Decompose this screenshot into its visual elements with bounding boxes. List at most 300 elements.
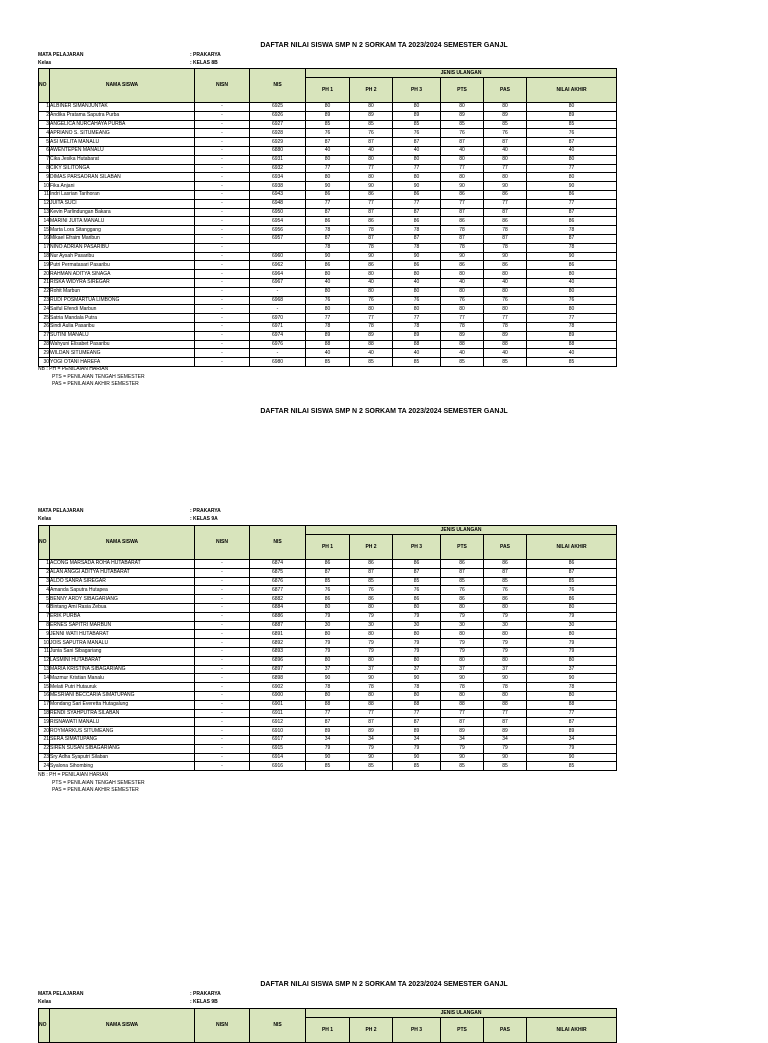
cell-ph1: 89: [306, 727, 350, 736]
cell-ph1: 78: [306, 683, 350, 692]
cell-pas: 80: [484, 173, 527, 182]
cell-ph3: 76: [393, 586, 441, 595]
mapel-value: : PRAKARYA: [190, 991, 221, 997]
cell-pas: 40: [484, 146, 527, 155]
cell-nilai-akhir: 80: [527, 155, 617, 164]
cell-nis: 6932: [250, 164, 306, 173]
table-row: [39, 111, 617, 120]
cell-pts: 90: [441, 252, 484, 261]
cell-nilai-akhir: 40: [527, 146, 617, 155]
cell-nilai-akhir: 80: [527, 630, 617, 639]
cell-pas: 77: [484, 709, 527, 718]
cell-ph1: 90: [306, 753, 350, 762]
cell-pts: 80: [441, 173, 484, 182]
cell-nisn: -: [195, 243, 250, 252]
cell-nisn: -: [195, 349, 250, 358]
cell-nis: 6897: [250, 665, 306, 674]
sheet-meta: [38, 990, 221, 1006]
cell-nama: MESRIANI BECCARIA SIMATUPANG: [50, 691, 195, 700]
cell-nama: Syalona Sihombing: [50, 762, 195, 771]
cell-nisn: -: [195, 762, 250, 771]
cell-nilai-akhir: 90: [527, 182, 617, 191]
cell-ph3: 88: [393, 340, 441, 349]
cell-ph3: 77: [393, 164, 441, 173]
kelas-value: : KELAS 8B: [190, 60, 218, 66]
table-row: [39, 656, 617, 665]
cell-ph2: 85: [350, 577, 393, 586]
cell-ph2: 78: [350, 226, 393, 235]
cell-no: 30: [39, 358, 50, 367]
cell-nisn: -: [195, 322, 250, 331]
cell-no: 3: [39, 120, 50, 129]
cell-ph3: 76: [393, 129, 441, 138]
cell-ph1: 40: [306, 349, 350, 358]
cell-nama: APRIANO S. SITUMEANG: [50, 129, 195, 138]
cell-nisn: -: [195, 621, 250, 630]
cell-no: 11: [39, 647, 50, 656]
cell-ph2: 87: [350, 234, 393, 243]
cell-nilai-akhir: 79: [527, 744, 617, 753]
cell-ph1: 85: [306, 358, 350, 367]
cell-ph2: 89: [350, 111, 393, 120]
cell-ph3: 79: [393, 744, 441, 753]
cell-pas: 77: [484, 164, 527, 173]
cell-ph1: 80: [306, 691, 350, 700]
cell-no: 4: [39, 129, 50, 138]
cell-ph2: 87: [350, 718, 393, 727]
note-ph: NB : PH = PENILAIAN HARIAN: [38, 772, 109, 778]
cell-nis: -: [250, 287, 306, 296]
cell-nisn: -: [195, 735, 250, 744]
mapel-row: [38, 51, 221, 59]
table-row: [39, 270, 617, 279]
cell-no: 3: [39, 577, 50, 586]
cell-ph3: 88: [393, 700, 441, 709]
cell-no: 19: [39, 718, 50, 727]
cell-ph3: 90: [393, 182, 441, 191]
cell-ph1: 77: [306, 164, 350, 173]
cell-ph2: 90: [350, 674, 393, 683]
header-pas: PAS: [484, 78, 527, 103]
cell-no: 18: [39, 709, 50, 718]
sheet-meta: [38, 51, 221, 67]
header-no: NO: [39, 69, 50, 103]
cell-nisn: -: [195, 568, 250, 577]
cell-pts: 80: [441, 630, 484, 639]
cell-ph1: 80: [306, 603, 350, 612]
cell-pas: 76: [484, 129, 527, 138]
cell-no: 12: [39, 199, 50, 208]
table-row: [39, 190, 617, 199]
cell-nama: LASMINI HUTABARAT: [50, 656, 195, 665]
cell-nisn: -: [195, 612, 250, 621]
cell-ph3: 86: [393, 217, 441, 226]
cell-pas: 37: [484, 665, 527, 674]
cell-nama: Mazmur Kristian Manalu: [50, 674, 195, 683]
cell-ph1: 87: [306, 138, 350, 147]
cell-no: 16: [39, 234, 50, 243]
cell-ph2: 85: [350, 120, 393, 129]
cell-pts: 80: [441, 691, 484, 700]
table-row: [39, 630, 617, 639]
note-ph: NB : PH = PENILAIAN HARIAN: [38, 366, 109, 372]
cell-ph3: 89: [393, 111, 441, 120]
cell-pts: 85: [441, 120, 484, 129]
cell-ph2: 90: [350, 182, 393, 191]
cell-nama: Amanda Saputra Hutapea: [50, 586, 195, 595]
cell-pts: 86: [441, 217, 484, 226]
cell-nilai-akhir: 78: [527, 322, 617, 331]
cell-ph3: 90: [393, 753, 441, 762]
sheet-meta: [38, 507, 221, 523]
table-row: [39, 138, 617, 147]
cell-ph1: 80: [306, 305, 350, 314]
cell-ph2: 85: [350, 762, 393, 771]
cell-nisn: -: [195, 217, 250, 226]
cell-ph1: 80: [306, 155, 350, 164]
cell-pas: 80: [484, 603, 527, 612]
cell-nilai-akhir: 89: [527, 331, 617, 340]
cell-ph2: 78: [350, 243, 393, 252]
cell-ph1: 78: [306, 243, 350, 252]
cell-ph3: 80: [393, 656, 441, 665]
mapel-label: MATA PELAJARAN: [38, 991, 84, 997]
cell-pas: 87: [484, 234, 527, 243]
cell-no: 9: [39, 173, 50, 182]
cell-nilai-akhir: 77: [527, 164, 617, 173]
cell-nama: Satria Mandala Putra: [50, 314, 195, 323]
cell-pas: 76: [484, 586, 527, 595]
table-row: [39, 560, 617, 569]
cell-nis: 6901: [250, 700, 306, 709]
cell-ph2: 86: [350, 560, 393, 569]
cell-ph2: 37: [350, 665, 393, 674]
cell-ph2: 80: [350, 173, 393, 182]
header-nilai-akhir: NILAI AKHIR: [527, 78, 617, 103]
cell-ph2: 80: [350, 691, 393, 700]
cell-pts: 78: [441, 683, 484, 692]
cell-pts: 40: [441, 146, 484, 155]
cell-nilai-akhir: 87: [527, 234, 617, 243]
cell-ph1: 77: [306, 199, 350, 208]
cell-nama: Indri Lasrian Tarihoran: [50, 190, 195, 199]
cell-no: 13: [39, 208, 50, 217]
cell-nama: WILDAN SITUMEANG: [50, 349, 195, 358]
cell-nis: 6925: [250, 103, 306, 112]
cell-nis: 6893: [250, 647, 306, 656]
note-pas: PAS = PENILAIAN AKHIR SEMESTER: [52, 787, 139, 793]
cell-ph2: 78: [350, 322, 393, 331]
cell-nama: ALDO SANRA SIREGAR: [50, 577, 195, 586]
cell-nama: ASI MELITA MANALU: [50, 138, 195, 147]
cell-pts: 89: [441, 111, 484, 120]
cell-nisn: -: [195, 656, 250, 665]
cell-nisn: -: [195, 155, 250, 164]
cell-nis: 6962: [250, 261, 306, 270]
cell-nilai-akhir: 88: [527, 340, 617, 349]
cell-nilai-akhir: 80: [527, 691, 617, 700]
cell-no: 4: [39, 586, 50, 595]
cell-ph2: 80: [350, 656, 393, 665]
cell-ph3: 80: [393, 603, 441, 612]
cell-pts: 78: [441, 243, 484, 252]
cell-nilai-akhir: 77: [527, 709, 617, 718]
cell-ph2: 78: [350, 683, 393, 692]
cell-ph1: 30: [306, 621, 350, 630]
cell-ph1: 79: [306, 647, 350, 656]
cell-nis: 6898: [250, 674, 306, 683]
cell-nis: 6900: [250, 691, 306, 700]
cell-nisn: -: [195, 190, 250, 199]
cell-ph1: 87: [306, 234, 350, 243]
cell-nis: 6931: [250, 155, 306, 164]
cell-pas: 85: [484, 762, 527, 771]
cell-nisn: -: [195, 586, 250, 595]
cell-ph1: 78: [306, 226, 350, 235]
cell-pas: 86: [484, 190, 527, 199]
cell-pts: 79: [441, 647, 484, 656]
cell-nis: 6884: [250, 603, 306, 612]
cell-nilai-akhir: 80: [527, 270, 617, 279]
cell-pas: 90: [484, 182, 527, 191]
cell-nilai-akhir: 86: [527, 560, 617, 569]
cell-nilai-akhir: 80: [527, 173, 617, 182]
cell-nilai-akhir: 80: [527, 603, 617, 612]
cell-pas: 78: [484, 322, 527, 331]
cell-nisn: -: [195, 199, 250, 208]
note-pas: PAS = PENILAIAN AKHIR SEMESTER: [52, 381, 139, 387]
cell-nilai-akhir: 80: [527, 656, 617, 665]
cell-no: 17: [39, 700, 50, 709]
cell-ph3: 80: [393, 305, 441, 314]
cell-pts: 89: [441, 331, 484, 340]
header-ph3: PH 3: [393, 1018, 441, 1043]
cell-nama: Wahyuni Elisabet Pasaribu: [50, 340, 195, 349]
cell-pts: 80: [441, 656, 484, 665]
cell-nilai-akhir: 76: [527, 586, 617, 595]
cell-pts: 37: [441, 665, 484, 674]
cell-ph1: 77: [306, 709, 350, 718]
header-nisn: NISN: [195, 1009, 250, 1043]
cell-pts: 80: [441, 270, 484, 279]
cell-ph1: 80: [306, 630, 350, 639]
header-nisn: NISN: [195, 69, 250, 103]
cell-pts: 85: [441, 358, 484, 367]
header-jenis-ulangan: JENIS ULANGAN: [306, 526, 617, 535]
cell-no: 5: [39, 138, 50, 147]
cell-ph3: 40: [393, 349, 441, 358]
cell-nis: 6915: [250, 744, 306, 753]
table-row: [39, 349, 617, 358]
cell-pts: 34: [441, 735, 484, 744]
cell-pas: 85: [484, 358, 527, 367]
cell-no: 8: [39, 621, 50, 630]
cell-nis: [250, 243, 306, 252]
cell-ph1: 79: [306, 639, 350, 648]
cell-ph2: 80: [350, 270, 393, 279]
cell-pts: 79: [441, 744, 484, 753]
kelas-value: : KELAS 9B: [190, 999, 218, 1005]
cell-pts: 86: [441, 595, 484, 604]
cell-ph1: 90: [306, 674, 350, 683]
cell-nis: 6971: [250, 322, 306, 331]
table-row: [39, 639, 617, 648]
cell-nisn: -: [195, 120, 250, 129]
cell-pts: 90: [441, 674, 484, 683]
cell-ph2: 80: [350, 155, 393, 164]
cell-ph2: 79: [350, 639, 393, 648]
cell-ph2: 77: [350, 709, 393, 718]
cell-nisn: -: [195, 278, 250, 287]
cell-ph2: 87: [350, 138, 393, 147]
cell-nama: DIMAS PARSAORAN SILABAN: [50, 173, 195, 182]
table-row: [39, 700, 617, 709]
cell-nama: MARIA KRISTINA SIBAGARIANG: [50, 665, 195, 674]
cell-nama: Junia Sani Sibagariang: [50, 647, 195, 656]
cell-no: 14: [39, 217, 50, 226]
cell-nama: RAHMAN ADITYA SINAGA: [50, 270, 195, 279]
cell-pas: 89: [484, 111, 527, 120]
cell-no: 15: [39, 226, 50, 235]
cell-nisn: -: [195, 296, 250, 305]
cell-pts: 90: [441, 182, 484, 191]
cell-ph2: 40: [350, 146, 393, 155]
cell-nisn: -: [195, 603, 250, 612]
cell-ph3: 77: [393, 314, 441, 323]
cell-nilai-akhir: 34: [527, 735, 617, 744]
cell-pts: 80: [441, 603, 484, 612]
cell-nisn: -: [195, 700, 250, 709]
cell-nama: Bintang Ami Rasia Zebua: [50, 603, 195, 612]
header-ph1: PH 1: [306, 535, 350, 560]
header-ph3: PH 3: [393, 535, 441, 560]
table-row: [39, 234, 617, 243]
cell-nama: SERA SIMATUPANG: [50, 735, 195, 744]
cell-nama: Putri Permatasari Pasaribu: [50, 261, 195, 270]
cell-pts: 76: [441, 129, 484, 138]
cell-ph3: 86: [393, 190, 441, 199]
cell-nama: JOIS SAPUTRA MANALU: [50, 639, 195, 648]
cell-nis: 6882: [250, 595, 306, 604]
cell-ph1: 80: [306, 103, 350, 112]
cell-pts: 86: [441, 190, 484, 199]
header-pas: PAS: [484, 1018, 527, 1043]
cell-ph3: 89: [393, 331, 441, 340]
cell-no: 13: [39, 665, 50, 674]
header-pts: PTS: [441, 1018, 484, 1043]
cell-nilai-akhir: 87: [527, 568, 617, 577]
cell-ph1: 76: [306, 296, 350, 305]
cell-no: 21: [39, 278, 50, 287]
cell-ph2: 80: [350, 103, 393, 112]
cell-pts: 76: [441, 296, 484, 305]
cell-no: 2: [39, 568, 50, 577]
cell-no: 6: [39, 146, 50, 155]
cell-pas: 80: [484, 155, 527, 164]
cell-nilai-akhir: 76: [527, 129, 617, 138]
table-row: [39, 683, 617, 692]
cell-pas: 85: [484, 577, 527, 586]
cell-nis: 6880: [250, 146, 306, 155]
cell-pts: 80: [441, 287, 484, 296]
cell-nis: 6974: [250, 331, 306, 340]
note-pts: PTS = PENILAIAN TENGAH SEMESTER: [52, 779, 145, 786]
cell-nisn: -: [195, 727, 250, 736]
cell-pas: 87: [484, 138, 527, 147]
cell-ph3: 87: [393, 718, 441, 727]
cell-pas: 88: [484, 340, 527, 349]
cell-no: 17: [39, 243, 50, 252]
cell-ph2: 88: [350, 340, 393, 349]
cell-ph2: 86: [350, 190, 393, 199]
header-nisn: NISN: [195, 526, 250, 560]
cell-nisn: -: [195, 595, 250, 604]
cell-pas: 79: [484, 647, 527, 656]
cell-pas: 90: [484, 674, 527, 683]
header-pts: PTS: [441, 78, 484, 103]
cell-ph2: 90: [350, 753, 393, 762]
table-row: [39, 577, 617, 586]
cell-ph1: 79: [306, 744, 350, 753]
cell-nisn: -: [195, 577, 250, 586]
cell-ph1: 40: [306, 146, 350, 155]
cell-nilai-akhir: 85: [527, 358, 617, 367]
cell-pas: 89: [484, 727, 527, 736]
cell-pas: 90: [484, 252, 527, 261]
cell-ph3: 34: [393, 735, 441, 744]
cell-nisn: -: [195, 103, 250, 112]
cell-ph2: 90: [350, 252, 393, 261]
grade-table: [38, 1008, 617, 1043]
header-nilai-akhir: NILAI AKHIR: [527, 1018, 617, 1043]
notes-block: [38, 366, 145, 389]
cell-nisn: -: [195, 753, 250, 762]
cell-nisn: -: [195, 173, 250, 182]
cell-nis: 6926: [250, 111, 306, 120]
cell-ph1: 86: [306, 595, 350, 604]
note-pts: PTS = PENILAIAN TENGAH SEMESTER: [52, 373, 145, 380]
cell-pts: 77: [441, 164, 484, 173]
cell-ph3: 87: [393, 208, 441, 217]
cell-nama: Mondang Sari Everetta Hutagalung: [50, 700, 195, 709]
cell-nis: 6968: [250, 296, 306, 305]
cell-ph1: 89: [306, 111, 350, 120]
cell-ph3: 85: [393, 577, 441, 586]
cell-nama: SUTINI MANALU: [50, 331, 195, 340]
cell-nilai-akhir: 87: [527, 138, 617, 147]
cell-ph3: 87: [393, 138, 441, 147]
cell-nis: 6943: [250, 190, 306, 199]
cell-ph1: 86: [306, 560, 350, 569]
cell-nis: 6886: [250, 612, 306, 621]
cell-nilai-akhir: 77: [527, 314, 617, 323]
header-ph2: PH 2: [350, 1018, 393, 1043]
mapel-value: : PRAKARYA: [190, 508, 221, 514]
cell-pas: 89: [484, 331, 527, 340]
sheet-title: DAFTAR NILAI SISWA SMP N 2 SORKAM TA 2023/2024 SEMESTER GANJL: [260, 408, 508, 415]
cell-nisn: -: [195, 129, 250, 138]
cell-ph3: 80: [393, 155, 441, 164]
cell-ph3: 80: [393, 103, 441, 112]
cell-ph1: 90: [306, 182, 350, 191]
cell-nis: 6967: [250, 278, 306, 287]
cell-ph1: 80: [306, 656, 350, 665]
cell-no: 1: [39, 103, 50, 112]
header-ph3: PH 3: [393, 78, 441, 103]
header-nis: NIS: [250, 1009, 306, 1043]
cell-ph2: 89: [350, 727, 393, 736]
cell-no: 1: [39, 560, 50, 569]
